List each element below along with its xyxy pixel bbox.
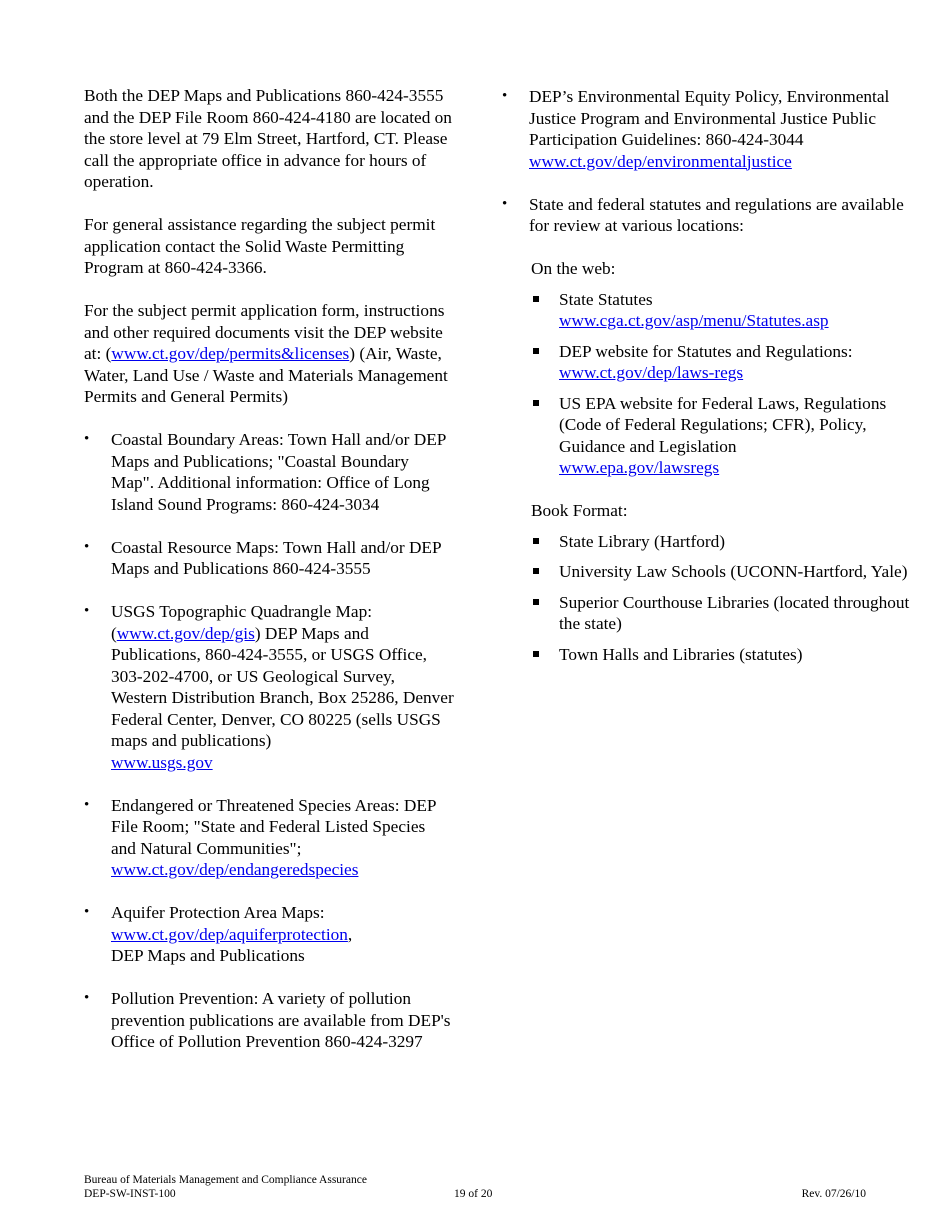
list-item-usgs-map: • USGS Topographic Quadrangle Map: (www.ct.gov/dep/gis) DEP Maps and Publications, 860-424-3555, or USGS Office, 303-202-4700, or US Geological Survey, Western Distribution Branch, Box 25286, Denver Federal Center, Denver, CO 80225 (sells USGS maps and publications) www.usgs.gov — [84, 601, 454, 773]
web-resources-list — [502, 289, 912, 479]
list-item-endangered-species: • Endangered or Threatened Species Areas: DEP File Room; "State and Federal Listed Species and Natural Communities"; www.ct.gov/dep/endangeredspecies — [84, 795, 454, 881]
list-item-aquifer-protection: • Aquifer Protection Area Maps: www.ct.gov/dep/aquiferprotection, DEP Maps and Publications — [84, 902, 454, 967]
page-footer — [84, 1173, 866, 1201]
list-item-epa-laws: US EPA website for Federal Laws, Regulations (Code of Federal Regulations; CFR), Policy, Guidance and Legislation www.epa.gov/lawsregs — [531, 393, 912, 479]
epa-laws-link[interactable]: www.epa.gov/lawsregs — [559, 458, 720, 477]
book-format-list — [502, 531, 912, 666]
statutes-link[interactable]: www.cga.ct.gov/asp/menu/Statutes.asp — [559, 311, 829, 330]
left-column — [84, 85, 454, 1074]
footer-doc-id: DEP-SW-INST-100 — [84, 1188, 176, 1200]
book-format-heading: Book Format: — [531, 501, 628, 520]
list-item-town-halls: Town Halls and Libraries (statutes) — [531, 644, 912, 666]
list-item-courthouse-libraries: Superior Courthouse Libraries (located throughout the state) — [531, 592, 912, 635]
resource-bullet-list — [84, 429, 454, 1053]
web-heading: On the web: — [531, 259, 616, 278]
list-item-coastal-resource: • Coastal Resource Maps: Town Hall and/or DEP Maps and Publications 860-424-3555 — [84, 537, 454, 580]
usgs-link[interactable]: www.usgs.gov — [111, 752, 213, 772]
policy-bullet-list — [502, 86, 912, 237]
list-item-pollution-prevention: • Pollution Prevention: A variety of pollution prevention publications are available from DEP's Office of Pollution Prevention 860-424-3297 — [84, 988, 454, 1053]
page-number: 19 of 20 — [454, 1188, 493, 1200]
gis-link[interactable]: www.ct.gov/dep/gis — [116, 623, 255, 643]
endangered-species-link[interactable]: www.ct.gov/dep/endangeredspecies — [111, 860, 359, 879]
list-item-environmental-equity: • DEP’s Environmental Equity Policy, Environmental Justice Program and Environmental Justice Public Participation Guidelines: 860-424-3044 www.ct.gov/dep/environmentaljustice — [502, 86, 912, 172]
list-item-state-statutes: State Statutes www.cga.ct.gov/asp/menu/Statutes.asp — [531, 289, 912, 332]
list-item-coastal-boundary: • Coastal Boundary Areas: Town Hall and/or DEP Maps and Publications; "Coastal Boundary Map". Additional information: Office of Long Island Sound Programs: 860-424-3034 — [84, 429, 454, 515]
list-item-state-library: State Library (Hartford) — [531, 531, 912, 553]
list-item-dep-laws-regs: DEP website for Statutes and Regulations: www.ct.gov/dep/laws-regs — [531, 341, 912, 384]
revision-date: Rev. 07/26/10 — [801, 1188, 866, 1200]
aquifer-protection-link[interactable]: www.ct.gov/dep/aquiferprotection — [111, 924, 348, 944]
laws-regs-link[interactable]: www.ct.gov/dep/laws-regs — [559, 363, 744, 382]
footer-bureau: Bureau of Materials Management and Compliance Assurance — [84, 1174, 367, 1186]
permits-licenses-link[interactable]: www.ct.gov/dep/permits&licenses — [111, 344, 350, 363]
environmental-justice-link[interactable]: www.ct.gov/dep/environmentaljustice — [529, 151, 792, 171]
assistance-paragraph: For general assistance regarding the subject permit application contact the Solid Waste Permitting Program at 860-424-3366. — [84, 215, 436, 277]
location-paragraph: Both the DEP Maps and Publications 860-424-3555 and the DEP File Room 860-424-4180 are located on the store level at 79 Elm Street, Hartford, CT. Please call the appropriate office in advance for hours of operation. — [84, 86, 452, 191]
list-item-law-schools: University Law Schools (UCONN-Hartford, Yale) — [531, 561, 912, 583]
right-column — [502, 86, 912, 687]
permit-form-paragraph: For the subject permit application form, instructions and other required documents visit the DEP website at: (www.ct.gov/dep/permits&licenses) (Air, Waste, Water, Land Use / Waste and Materials Management Permits and General Permits) — [84, 301, 448, 406]
list-item-statutes: • State and federal statutes and regulations are available for review at various locations: — [502, 194, 912, 237]
